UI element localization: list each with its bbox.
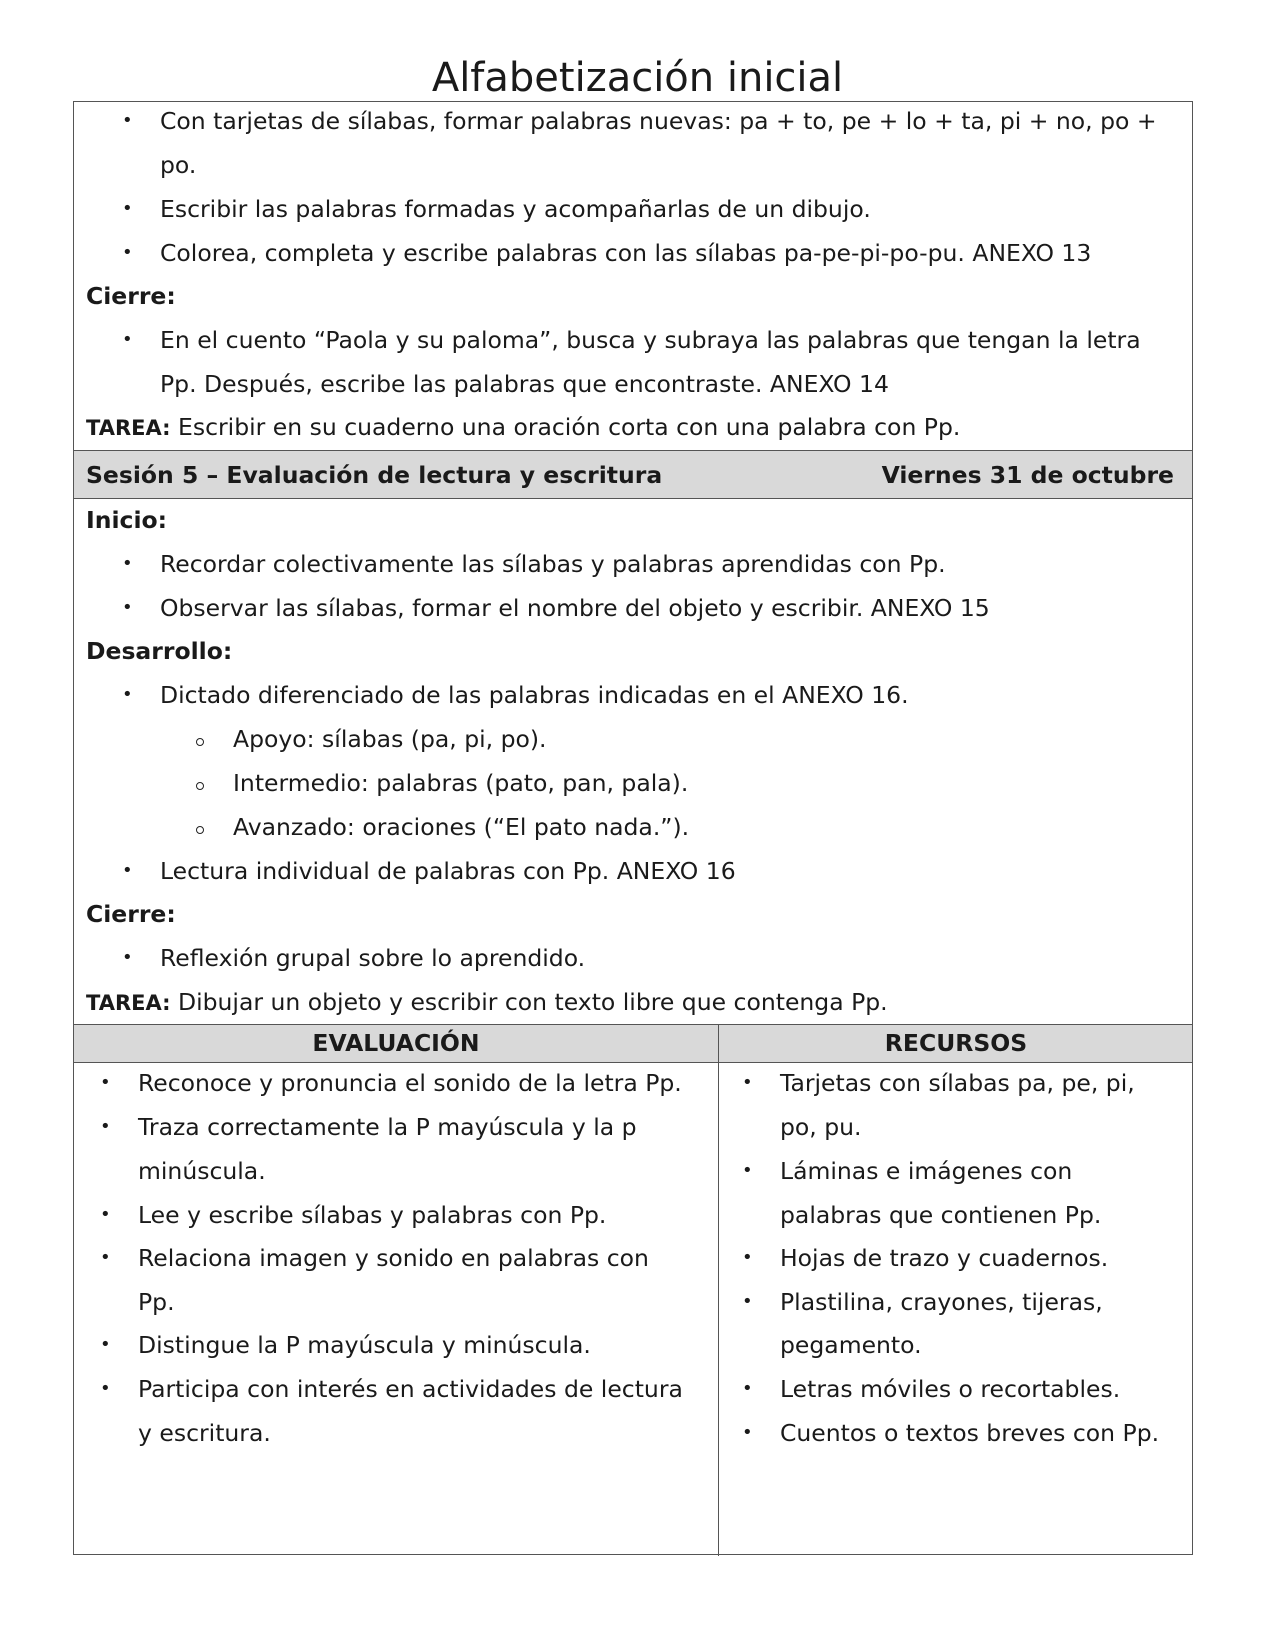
bullet-icon: • [742,1072,753,1093]
bullet-icon: • [742,1160,753,1181]
session-date: Viernes 31 de octubre [881,461,1174,489]
tarea-text: Escribir en su cuaderno una oración corta con una palabra con Pp. [178,413,961,441]
bullet-icon: • [122,242,133,263]
bullet-icon: • [100,1334,111,1355]
sub-list-item: Apoyo: sílabas (pa, pi, po). [233,725,547,753]
list-item: En el cuento “Paola y su paloma”, busca y subraya las palabras que tengan la letra [160,326,1141,354]
divider [74,1062,1192,1063]
bullet-icon: • [100,1378,111,1399]
bullet-icon: • [122,684,133,705]
desarrollo-label: Desarrollo: [86,637,233,665]
bullet-icon: • [100,1116,111,1137]
list-item-continuation: Pp. Después, escribe las palabras que encontraste. ANEXO 14 [160,370,889,398]
sub-list-item: Intermedio: palabras (pato, pan, pala). [233,769,689,797]
bullet-icon: • [122,860,133,881]
tarea-line [86,988,888,1017]
recursos-item: Hojas de trazo y cuadernos. [780,1244,1109,1272]
recursos-item-continuation: pegamento. [780,1331,922,1359]
evaluacion-item-continuation: Pp. [138,1288,175,1316]
tarea-label: TAREA: [86,991,171,1015]
bullet-icon: • [100,1204,111,1225]
circle-bullet-icon [196,826,204,834]
tarea-label: TAREA: [86,416,171,440]
list-item: Con tarjetas de sílabas, formar palabras nuevas: pa + to, pe + lo + ta, pi + no, po + [160,107,1157,135]
list-item: Dictado diferenciado de las palabras indicadas en el ANEXO 16. [160,681,909,709]
recursos-item: Plastilina, crayones, tijeras, [780,1288,1103,1316]
column-divider [718,1024,719,1556]
bullet-icon: • [742,1422,753,1443]
evaluacion-item: Lee y escribe sílabas y palabras con Pp. [138,1201,607,1229]
evaluacion-item: Relaciona imagen y sonido en palabras con [138,1244,649,1272]
page-title: Alfabetización inicial [431,55,844,101]
sub-list-item: Avanzado: oraciones (“El pato nada.”). [233,813,690,841]
bullet-icon: • [742,1247,753,1268]
evaluacion-item: Reconoce y pronuncia el sonido de la letra Pp. [138,1069,682,1097]
bullet-icon: • [122,947,133,968]
bullet-icon: • [100,1072,111,1093]
cierre-label: Cierre: [86,900,176,928]
list-item: Colorea, completa y escribe palabras con las sílabas pa-pe-pi-po-pu. ANEXO 13 [160,239,1092,267]
evaluacion-item: Participa con interés en actividades de lectura [138,1375,683,1403]
bullet-icon: • [100,1247,111,1268]
list-item-continuation: po. [160,151,197,179]
bullet-icon: • [742,1291,753,1312]
bullet-icon: • [122,553,133,574]
recursos-item: Láminas e imágenes con [780,1157,1073,1185]
circle-bullet-icon [196,782,204,790]
session-title: Sesión 5 – Evaluación de lectura y escritura [86,461,663,489]
list-item: Observar las sílabas, formar el nombre del objeto y escribir. ANEXO 15 [160,594,990,622]
evaluacion-item: Distingue la P mayúscula y minúscula. [138,1331,591,1359]
list-item: Recordar colectivamente las sílabas y palabras aprendidas con Pp. [160,550,946,578]
lesson-table [73,101,1193,1555]
inicio-label: Inicio: [86,506,168,534]
recursos-header: RECURSOS [884,1029,1028,1057]
recursos-item: Cuentos o textos breves con Pp. [780,1419,1160,1447]
bullet-icon: • [122,597,133,618]
cierre-label: Cierre: [86,282,176,310]
tarea-line [86,413,960,442]
evaluacion-item-continuation: y escritura. [138,1419,271,1447]
bullet-icon: • [122,198,133,219]
bullet-icon: • [122,110,133,131]
list-item: Reflexión grupal sobre lo aprendido. [160,944,586,972]
bullet-icon: • [122,329,133,350]
recursos-item: Tarjetas con sílabas pa, pe, pi, [780,1069,1135,1097]
recursos-item-continuation: po, pu. [780,1113,862,1141]
list-item: Lectura individual de palabras con Pp. ANEXO 16 [160,857,736,885]
divider [74,498,1192,499]
circle-bullet-icon [196,738,204,746]
recursos-item: Letras móviles o recortables. [780,1375,1121,1403]
session-header [74,451,1192,498]
evaluacion-item-continuation: minúscula. [138,1157,266,1185]
evaluacion-item: Traza correctamente la P mayúscula y la p [138,1113,637,1141]
tarea-text: Dibujar un objeto y escribir con texto libre que contenga Pp. [178,988,888,1016]
bullet-icon: • [742,1378,753,1399]
evaluacion-header: EVALUACIÓN [312,1029,480,1057]
recursos-item-continuation: palabras que contienen Pp. [780,1201,1102,1229]
list-item: Escribir las palabras formadas y acompañarlas de un dibujo. [160,195,871,223]
